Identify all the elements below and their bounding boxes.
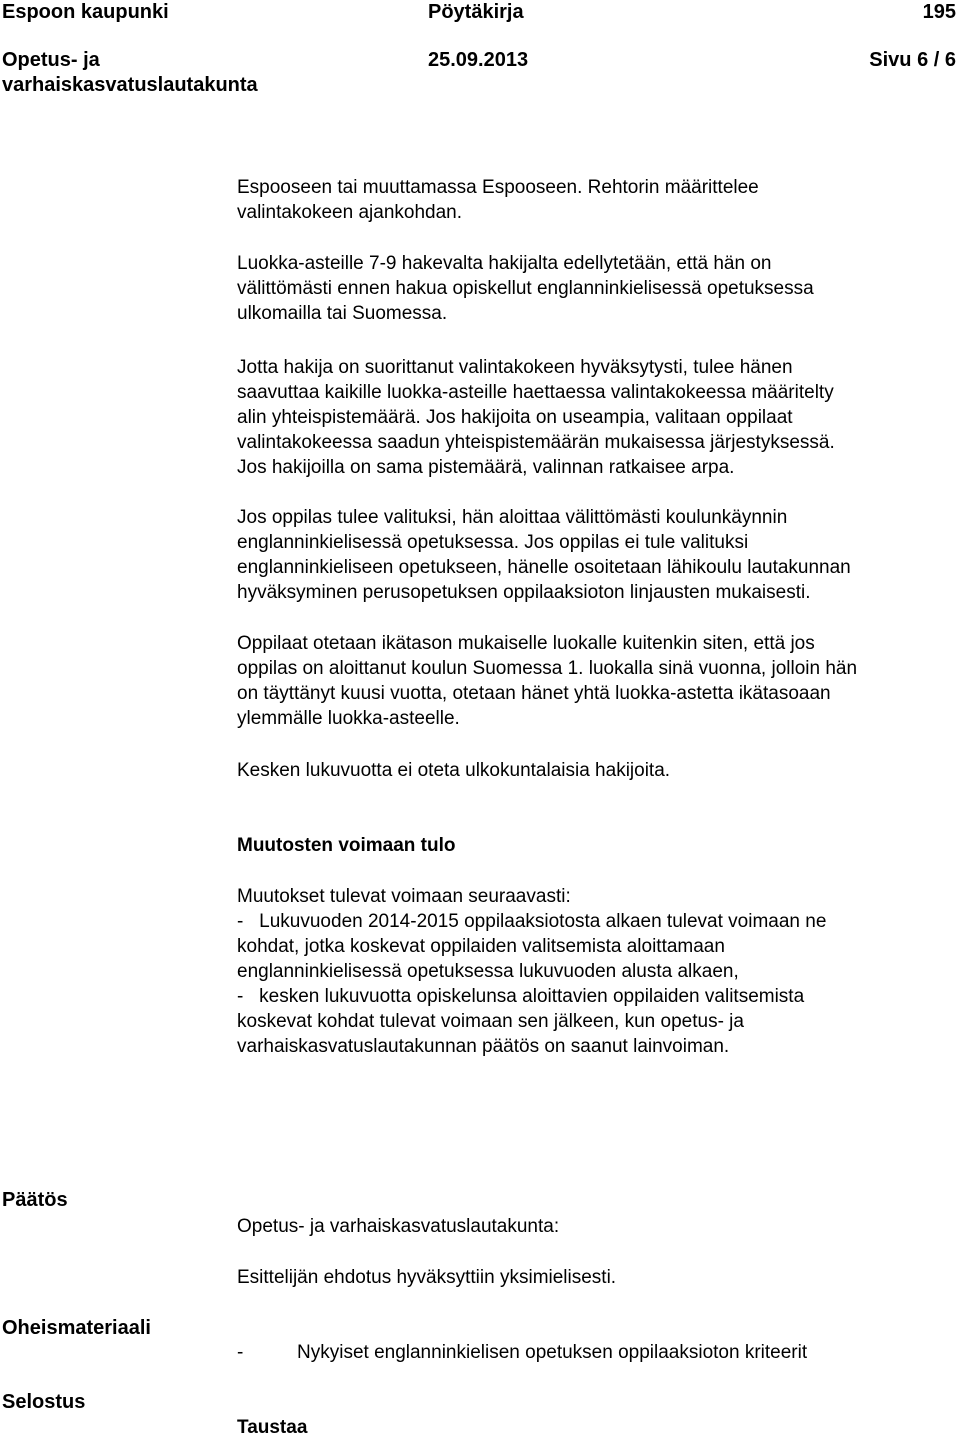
text-line: ylemmälle luokka-asteelle. [237,708,460,729]
text-line: saavuttaa kaikille luokka-asteille haettaessa valintakokeessa määritelty [237,382,834,403]
text-line: Jotta hakija on suorittanut valintakokeen hyväksytysti, tulee hänen [237,357,793,378]
text-line: välittömästi ennen hakua opiskellut englanninkielisessä opetuksessa [237,278,814,299]
committee-name [2,48,258,98]
paragraph-2 [237,251,814,326]
list-item: - Lukuvuoden 2014-2015 oppilaaksiotosta alkaen tulevat voimaan ne [237,911,827,932]
text-line: valintakokeen ajankohdan. [237,202,463,223]
text-line: Jos oppilas tulee valituksi, hän aloittaa välittömästi koulunkäynnin [237,507,788,528]
paragraph-7 [237,884,826,1059]
text-line: englanninkieliseen opetukseen, hänelle osoitetaan lähikoulu lautakunnan [237,557,851,578]
meeting-date: 25.09.2013 [428,49,529,71]
text-line: ulkomailla tai Suomessa. [237,303,448,324]
text-line: alin yhteispistemäärä. Jos hakijoita on useampia, valitaan oppilaat [237,407,793,428]
text-line: valintakokeessa saadun yhteispistemäärän mukaisessa järjestyksessä. [237,432,835,453]
paragraph-6 [237,758,670,783]
text-line: kohdat, jotka koskevat oppilaiden valitsemista aloittamaan [237,936,725,957]
paragraph-4 [237,505,851,605]
oheis-dash: - [237,1342,244,1363]
section-label-oheismateriaali: Oheismateriaali [2,1317,151,1339]
paragraph-5 [237,631,857,731]
text-line: Jos hakijoilla on sama pistemäärä, valinnan ratkaisee arpa. [237,457,735,478]
list-item: - kesken lukuvuotta opiskelunsa aloittavien oppilaiden valitsemista [237,986,805,1007]
paatos-body: Opetus- ja varhaiskasvatuslautakunta: [237,1216,560,1237]
committee-name-line1: Opetus- ja [2,49,100,71]
text-line: Espooseen tai muuttamassa Espooseen. Rehtorin määrittelee [237,177,759,198]
section-label-selostus: Selostus [2,1391,86,1413]
text-line: oppilas on aloittanut koulun Suomessa 1. luokalla sinä vuonna, jolloin hän [237,658,858,679]
section-number: 195 [922,1,956,23]
paragraph-3 [237,355,835,480]
text-line: varhaiskasvatuslautakunnan päätös on saanut lainvoiman. [237,1036,730,1057]
page-number: Sivu 6 / 6 [869,49,956,71]
text-line: Kesken lukuvuotta ei oteta ulkokuntalaisia hakijoita. [237,760,671,781]
heading-taustaa: Taustaa [237,1417,308,1438]
text-line: Luokka-asteille 7-9 hakevalta hakijalta edellytetään, että hän on [237,253,772,274]
heading-voimaan-tulo: Muutosten voimaan tulo [237,835,456,856]
text-line: on täyttänyt kuusi vuotta, otetaan hänet yhtä luokka-astetta ikätasoaan [237,683,831,704]
committee-name-line2: varhaiskasvatuslautakunta [2,74,258,96]
org-name: Espoon kaupunki [2,1,169,23]
paragraph-1 [237,175,759,225]
paatos-result: Esittelijän ehdotus hyväksyttiin yksimielisesti. [237,1267,617,1288]
text-line: Oppilaat otetaan ikätason mukaiselle luokalle kuitenkin siten, että jos [237,633,815,654]
text-line: hyväksyminen perusopetuksen oppilaaksioton linjausten mukaisesti. [237,582,811,603]
oheis-item: Nykyiset englanninkielisen opetuksen oppilaaksioton kriteerit [297,1342,808,1363]
text-line: Muutokset tulevat voimaan seuraavasti: [237,886,571,907]
document-type: Pöytäkirja [428,1,524,23]
text-line: englanninkielisessä opetuksessa. Jos oppilas ei tule valituksi [237,532,749,553]
text-line: koskevat kohdat tulevat voimaan sen jälkeen, kun opetus- ja [237,1011,744,1032]
section-label-paatos: Päätös [2,1189,68,1211]
text-line: englanninkielisessä opetuksessa lukuvuoden alusta alkaen, [237,961,739,982]
